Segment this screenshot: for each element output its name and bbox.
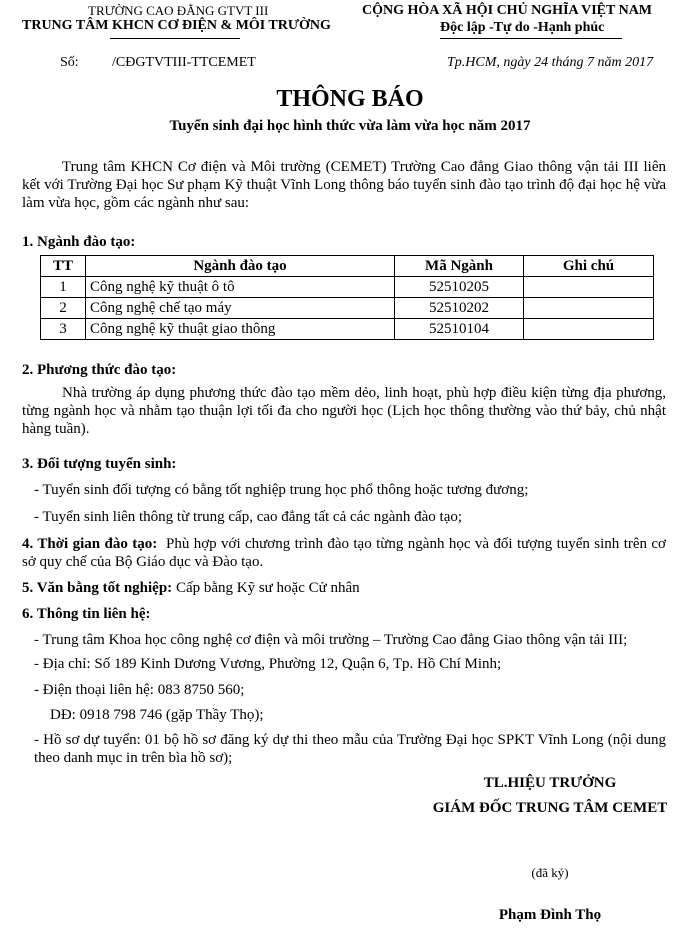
intro-paragraph: Trung tâm KHCN Cơ điện và Môi trường (CEMET) Trường Cao đẳng Giao thông vận tải III liên kết với Trường Đại học Sư phạm Kỹ thuật Vĩnh Long thông báo tuyển sinh đào tạo trình độ đại học hệ vừa làm vừa học, gồm các ngành như sau: xyxy=(22,159,666,211)
column-header-major: Ngành đào tạo xyxy=(86,256,395,277)
page-title: THÔNG BÁO xyxy=(276,86,424,112)
signature-position: GIÁM ĐỐC TRUNG TÂM CEMET xyxy=(432,800,668,816)
column-header-note: Ghi chú xyxy=(524,256,654,277)
contact-item: - Điện thoại liên hệ: 083 8750 560; xyxy=(34,682,245,698)
nation-underline xyxy=(440,38,622,39)
column-header-tt: TT xyxy=(41,256,86,277)
signer-name: Phạm Đình Thọ xyxy=(498,907,602,923)
section4-block xyxy=(22,535,666,571)
section2-heading: 2. Phương thức đào tạo: xyxy=(22,362,177,378)
section2-text: Nhà trường áp dụng phương thức đào tạo mềm dẻo, linh hoạt, phù hợp điều kiện từng địa phương, từng ngành học và nhằm tạo thuận lợi tối đa cho người học (Lịch học thông thường vào thứ bảy, chủ nhật hàng tuần). xyxy=(22,385,666,437)
org-line-2: TRUNG TÂM KHCN CƠ ĐIỆN & MÔI TRƯỜNG xyxy=(22,18,331,33)
section1-heading: 1. Ngành đào tạo: xyxy=(22,234,136,250)
section6-heading: 6. Thông tin liên hệ: xyxy=(22,606,151,622)
row-code: 52510202 xyxy=(395,298,524,319)
org-line-1: TRƯỜNG CAO ĐẲNG GTVT III xyxy=(88,3,269,18)
row-note xyxy=(524,277,654,298)
row-code: 52510104 xyxy=(395,319,524,340)
column-header-code: Mã Ngành xyxy=(395,256,524,277)
signed-note: (đã ký) xyxy=(531,865,569,880)
section4-heading: 4. Thời gian đào tạo: xyxy=(22,536,158,552)
row-major: Công nghệ chế tạo máy xyxy=(86,298,395,319)
org-underline xyxy=(110,38,240,39)
nation-line-1: CỘNG HÒA XÃ HỘI CHỦ NGHĨA VIỆT NAM xyxy=(362,3,653,18)
section3-heading: 3. Đối tượng tuyển sinh: xyxy=(22,456,177,472)
section5-heading: 5. Văn bằng tốt nghiệp: xyxy=(22,580,173,596)
row-note xyxy=(524,319,654,340)
section5-text: Cấp bằng Kỹ sư hoặc Cử nhân xyxy=(175,580,360,596)
section5-block xyxy=(22,580,360,597)
contact-item: DĐ: 0918 798 746 (gặp Thầy Thọ); xyxy=(50,707,264,723)
row-tt: 1 xyxy=(41,277,86,298)
table-row xyxy=(41,319,654,340)
table-row xyxy=(41,298,654,319)
table-row xyxy=(41,277,654,298)
majors-table xyxy=(40,255,654,340)
section4-text: Phù hợp với chương trình đào tạo từng ngành học và đối tượng tuyển sinh trên cơ sở quy chế của Bộ Giáo dục và Đào tạo. xyxy=(22,536,666,570)
page-subtitle: Tuyển sinh đại học hình thức vừa làm vừa học năm 2017 xyxy=(169,118,531,134)
row-tt: 3 xyxy=(41,319,86,340)
row-code: 52510205 xyxy=(395,277,524,298)
row-major: Công nghệ kỹ thuật ô tô xyxy=(86,277,395,298)
signature-title: TL.HIỆU TRƯỞNG xyxy=(483,775,617,791)
place-date: Tp.HCM, ngày 24 tháng 7 năm 2017 xyxy=(447,55,654,70)
row-note xyxy=(524,298,654,319)
contact-item: - Trung tâm Khoa học công nghệ cơ điện và môi trường – Trường Cao đẳng Giao thông vận tải III; xyxy=(34,632,628,648)
document-number: /CĐGTVTIII-TTCEMET xyxy=(112,55,256,70)
section3-item: - Tuyển sinh liên thông từ trung cấp, cao đẳng tất cả các ngành đào tạo; xyxy=(34,509,463,525)
nation-line-2: Độc lập -Tự do -Hạnh phúc xyxy=(440,20,605,35)
row-major: Công nghệ kỹ thuật giao thông xyxy=(86,319,395,340)
document-number-label: Số: xyxy=(60,55,79,70)
row-tt: 2 xyxy=(41,298,86,319)
contact-item: - Địa chỉ: Số 189 Kinh Dương Vương, Phường 12, Quận 6, Tp. Hồ Chí Minh; xyxy=(34,656,502,672)
table-header-row xyxy=(41,256,654,277)
contact-item: - Hồ sơ dự tuyển: 01 bộ hồ sơ đăng ký dự thi theo mẫu của Trường Đại học SPKT Vĩnh Long (nội dung theo danh mục in trên bìa hồ sơ); xyxy=(34,732,666,766)
section3-item: - Tuyển sinh đối tượng có bằng tốt nghiệp trung học phổ thông hoặc tương đương; xyxy=(34,482,529,498)
